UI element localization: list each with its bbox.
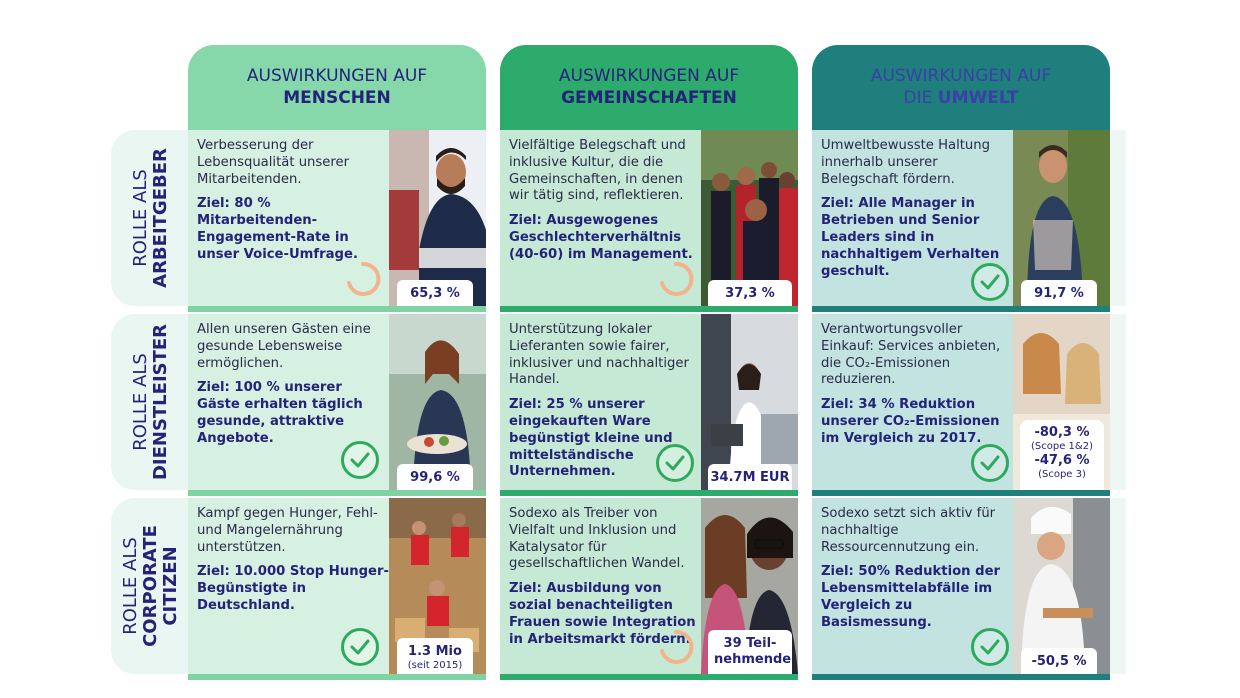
- column-header-umwelt: [812, 45, 1110, 130]
- cell-dienstleister-umwelt: [812, 314, 1110, 496]
- result-value: 99,6 %: [397, 464, 473, 490]
- cell-bottom-bar: [188, 674, 486, 680]
- right-edge-panel: [1110, 130, 1126, 306]
- check-circle-icon: [971, 628, 1009, 666]
- cell-description: Umweltbewusste Haltung innerhalb unserer Belegschaft fördern.: [821, 138, 990, 187]
- column-header-title: GEMEINSCHAFTEN: [561, 88, 737, 108]
- column-header-menschen: [188, 45, 486, 130]
- cell-arbeitgeber-umwelt: [812, 130, 1110, 312]
- result-value: -50,5 %: [1021, 648, 1097, 674]
- row-label-arbeitgeber: [111, 130, 191, 306]
- cell-corporate-menschen: [188, 498, 486, 680]
- cell-goal: Ziel: Ausbildung von sozial benachteiligten Frauen sowie Integration in Arbeitsmarkt fördern.: [509, 581, 696, 647]
- row-label-prefix: ROLLE ALS: [120, 537, 141, 635]
- cell-description: Sodexo setzt sich aktiv für nachhaltige Ressourcennutzung ein.: [821, 506, 996, 555]
- check-circle-icon: [341, 441, 379, 479]
- row-label-title-2: CITIZEN: [160, 546, 181, 626]
- result-value: 1.3 Mio: [408, 644, 462, 659]
- row-label-prefix: ROLLE ALS: [130, 169, 151, 267]
- cell-goal: Ziel: 10.000 Stop Hunger-Begünstigte in Deutschland.: [197, 564, 389, 613]
- cell-arbeitgeber-menschen: [188, 130, 486, 312]
- cell-goal: Ziel: 34 % Reduktion unserer CO₂-Emissionen im Vergleich zu 2017.: [821, 397, 1000, 446]
- cell-dienstleister-menschen: [188, 314, 486, 496]
- cell-bottom-bar: [500, 306, 798, 312]
- cell-goal: Ziel: 80 % Mitarbeitenden-Engagement-Rate in unser Voice-Umfrage.: [197, 196, 358, 262]
- result-value: 65,3 %: [397, 280, 473, 306]
- column-header-line1: AUSWIRKUNGEN AUF: [558, 66, 740, 86]
- cell-bottom-bar: [188, 306, 486, 312]
- cell-goal: Ziel: Alle Manager in Betrieben und Senior Leaders sind in nachhaltigem Verhalten geschult.: [821, 196, 1000, 279]
- cell-bottom-bar: [812, 306, 1110, 312]
- result-value: 91,7 %: [1021, 280, 1097, 306]
- column-header-line1: AUSWIRKUNGEN AUF: [870, 66, 1052, 86]
- cell-goal: Ziel: 100 % unserer Gäste erhalten täglich gesunde, attraktive Angebote.: [197, 380, 363, 446]
- cell-description: Vielfältige Belegschaft und inklusive Kultur, die die Gemeinschaften, in denen wir tätig sind, reflektieren.: [509, 138, 686, 204]
- cell-description: Verantwortungsvoller Einkauf: Services anbieten, die CO₂-Emissionen reduzieren.: [821, 322, 1001, 388]
- row-label-corporate-citizen: [111, 498, 191, 674]
- row-label-prefix: ROLLE ALS: [130, 353, 151, 451]
- result-value-2: -47,6 %: [1034, 453, 1090, 468]
- cell-description: Sodexo als Treiber von Vielfalt und Inklusion und Katalysator für gesellschaftlichen Wandel.: [509, 506, 685, 572]
- cell-description: Kampf gegen Hunger, Fehl- und Mangelernährung unterstützen.: [197, 506, 378, 555]
- cell-goal: Ziel: 50% Reduktion der Lebensmittelabfälle im Vergleich zu Basismessung.: [821, 564, 1001, 630]
- cell-goal: Ziel: 25 % unserer eingekauften Ware begünstigt kleine und mittelständische Unternehmen.: [509, 397, 673, 480]
- cell-corporate-umwelt: [812, 498, 1110, 680]
- right-edge-panel: [1110, 498, 1126, 674]
- result-value: 34.7M EUR: [708, 464, 792, 490]
- cell-description: Unterstützung lokaler Lieferanten sowie fairer, inklusiver und nachhaltiger Handel.: [509, 322, 689, 388]
- check-circle-icon: [971, 263, 1009, 301]
- check-circle-icon: [656, 444, 694, 482]
- right-edge-panel: [1110, 314, 1126, 490]
- cell-arbeitgeber-gemeinschaften: [500, 130, 798, 312]
- cell-bottom-bar: [812, 490, 1110, 496]
- result-value-box: [1020, 420, 1104, 490]
- cell-corporate-gemeinschaften: [500, 498, 798, 680]
- cell-goal: Ziel: Ausgewogenes Geschlechterverhältnis (40-60) im Management.: [509, 213, 693, 262]
- column-header-title: MENSCHEN: [283, 88, 391, 108]
- column-header-gemeinschaften: [500, 45, 798, 130]
- column-header-line1: AUSWIRKUNGEN AUF: [246, 66, 428, 86]
- cell-description: Allen unseren Gästen eine gesunde Lebensweise ermöglichen.: [197, 322, 371, 371]
- check-circle-icon: [341, 628, 379, 666]
- row-label-title: DIENSTLEISTER: [150, 323, 171, 481]
- result-value-note: (Scope 1&2): [1031, 441, 1093, 452]
- cell-bottom-bar: [812, 674, 1110, 680]
- cell-dienstleister-gemeinschaften: [500, 314, 798, 496]
- cell-bottom-bar: [188, 490, 486, 496]
- column-header-title: UMWELT: [937, 88, 1019, 108]
- cell-description: Verbesserung der Lebensqualität unserer Mitarbeitenden.: [197, 138, 350, 187]
- check-circle-icon: [971, 444, 1009, 482]
- column-header-prefix: DIE: [903, 88, 938, 108]
- result-value: -80,3 %: [1034, 425, 1090, 440]
- cell-bottom-bar: [500, 674, 798, 680]
- progress-arc-icon: [658, 629, 694, 665]
- result-value: 37,3 %: [708, 280, 792, 306]
- result-value: 39 Teil-nehmende: [708, 630, 792, 674]
- cell-bottom-bar: [500, 490, 798, 496]
- row-label-title: ARBEITGEBER: [150, 148, 171, 288]
- result-value-box: [397, 638, 473, 674]
- row-label-dienstleister: [111, 314, 191, 490]
- result-value-note: (seit 2015): [407, 660, 463, 671]
- result-value-2-note: (Scope 3): [1038, 469, 1086, 480]
- progress-arc-icon: [658, 261, 694, 297]
- progress-arc-icon: [345, 261, 381, 297]
- row-label-title: CORPORATE: [140, 525, 161, 647]
